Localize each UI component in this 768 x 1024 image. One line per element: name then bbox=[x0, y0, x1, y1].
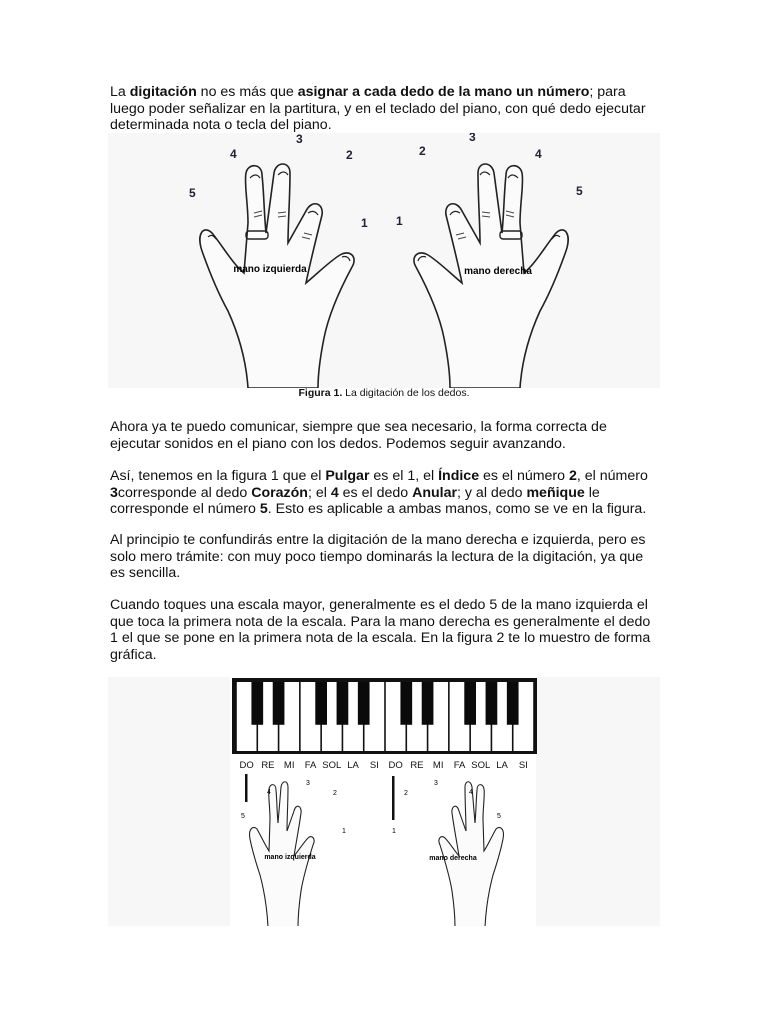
right-small-finger-4: 4 bbox=[469, 789, 473, 796]
black-key bbox=[422, 682, 434, 725]
note-label: DO bbox=[239, 760, 254, 771]
paragraph-digitacion bbox=[110, 84, 658, 134]
black-key bbox=[400, 682, 412, 725]
left-small-finger-1: 1 bbox=[342, 828, 346, 835]
figure-2-keyboard-image bbox=[108, 677, 660, 926]
paragraph-confusion bbox=[110, 532, 658, 582]
note-label: MI bbox=[283, 760, 295, 771]
left-hand-drawing bbox=[200, 164, 354, 388]
paragraph-comunicar bbox=[110, 419, 658, 452]
bold-run-17: 5 bbox=[259, 501, 268, 518]
figure-1-caption bbox=[108, 387, 660, 399]
note-label: SI bbox=[518, 760, 528, 771]
bold-run-9: Corazón bbox=[251, 484, 308, 501]
text-run-0: Así, tenemos en la figura 1 que el bbox=[110, 468, 326, 484]
figure-1-caption-label: Figura 1. bbox=[298, 387, 343, 399]
left-small-finger-3: 3 bbox=[306, 780, 310, 787]
text-run-0: La bbox=[110, 84, 130, 100]
text-run-10: ; el bbox=[307, 484, 331, 501]
right-small-finger-5: 5 bbox=[497, 813, 501, 820]
text-run-16: le corresponde el número bbox=[110, 484, 600, 518]
black-key bbox=[486, 682, 498, 725]
text-run-0: Cuando toques una escala mayor, generalmente es el dedo 5 de la mano izquierda el que toca la primera nota de la escala. Para la mano derecha es generalmente el dedo 1 el que se pone en la primera nota de la escala. En la figura 2 te lo muestro de forma gráfica. bbox=[110, 597, 651, 663]
text-run-6: , el número bbox=[576, 468, 648, 484]
right-finger-4: 4 bbox=[535, 147, 542, 161]
text-run-18: . Esto es aplicable a ambas manos, como se ve en la figura. bbox=[267, 501, 647, 518]
note-label: MI bbox=[432, 760, 444, 771]
right-finger-1: 1 bbox=[396, 214, 403, 228]
left-small-finger-5: 5 bbox=[241, 813, 245, 820]
black-key bbox=[315, 682, 327, 725]
right-small-finger-1: 1 bbox=[392, 828, 396, 835]
bold-run-15: meñique bbox=[526, 484, 585, 501]
note-label: LA bbox=[347, 760, 359, 771]
text-run-4: es el número bbox=[479, 468, 569, 484]
text-run-2: es el 1, el bbox=[369, 468, 439, 484]
text-run-0: Al principio te confundirás entre la digitación de la mano derecha e izquierda, pero es solo mero trámite: con muy poco tiempo dominarás la lectura de la digitación, ya que es sencilla. bbox=[110, 532, 646, 582]
right-start-marker bbox=[392, 776, 395, 820]
bold-run-5: 2 bbox=[569, 468, 577, 484]
black-key bbox=[273, 682, 285, 725]
figure-2 bbox=[108, 677, 660, 926]
note-label: DO bbox=[388, 760, 403, 771]
note-label: SOL bbox=[471, 760, 491, 771]
figure-1 bbox=[108, 133, 660, 388]
right-small-finger-2: 2 bbox=[404, 790, 408, 797]
note-label: SOL bbox=[322, 760, 342, 771]
text-run-8: corresponde al dedo bbox=[117, 484, 252, 501]
note-label: RE bbox=[261, 760, 275, 771]
left-small-finger-4: 4 bbox=[267, 789, 271, 796]
text-run-4: ; para luego poder señalizar en la partitura, y en el teclado del piano, con qué dedo ejecutar determinada nota o tecla del piano. bbox=[110, 84, 646, 134]
black-key bbox=[464, 682, 476, 725]
text-run-14: ; y al dedo bbox=[457, 484, 527, 501]
left-hand-small-label: mano izquierda bbox=[264, 854, 316, 861]
left-finger-3: 3 bbox=[296, 133, 303, 146]
left-finger-5: 5 bbox=[189, 186, 196, 200]
left-start-marker bbox=[245, 774, 248, 802]
black-key bbox=[337, 682, 349, 725]
text-run-0: Ahora ya te puedo comunicar, siempre que sea necesario, la forma correcta de ejecutar sonidos en el piano con los dedos. Podemos seguir avanzando. bbox=[110, 419, 607, 452]
text-run-12: es el dedo bbox=[338, 484, 413, 501]
figure-1-caption-text: La digitación de los dedos. bbox=[342, 387, 470, 399]
figure-1-hands-image bbox=[108, 133, 660, 388]
bold-run-3: asignar a cada dedo de la mano un número bbox=[297, 84, 590, 100]
bold-run-3: Índice bbox=[438, 468, 480, 484]
black-key bbox=[507, 682, 519, 725]
note-label: SI bbox=[369, 760, 379, 771]
right-finger-2: 2 bbox=[419, 144, 426, 158]
note-label: FA bbox=[453, 760, 466, 771]
text-run-2: no es más que bbox=[196, 84, 298, 100]
bold-run-13: Anular bbox=[412, 484, 458, 501]
note-label: FA bbox=[304, 760, 317, 771]
bold-run-11: 4 bbox=[330, 484, 339, 501]
right-finger-3: 3 bbox=[469, 133, 476, 144]
left-finger-4: 4 bbox=[230, 147, 237, 161]
left-hand-label: mano izquierda bbox=[233, 264, 307, 275]
right-finger-5: 5 bbox=[576, 184, 583, 198]
black-key bbox=[358, 682, 370, 725]
right-hand-small-label: mano derecha bbox=[429, 855, 477, 862]
black-key bbox=[251, 682, 263, 725]
paragraph-numeros-dedos bbox=[110, 468, 658, 518]
right-hand-label: mano derecha bbox=[464, 266, 532, 277]
left-finger-2: 2 bbox=[346, 148, 353, 162]
bold-run-1: digitación bbox=[129, 84, 197, 100]
bold-run-1: Pulgar bbox=[325, 468, 370, 484]
note-label: RE bbox=[410, 760, 424, 771]
note-label: LA bbox=[496, 760, 508, 771]
paragraph-escala-mayor bbox=[110, 597, 658, 663]
right-small-finger-3: 3 bbox=[434, 780, 438, 787]
left-finger-1: 1 bbox=[361, 216, 368, 230]
left-small-finger-2: 2 bbox=[333, 790, 337, 797]
bold-run-7: 3 bbox=[110, 484, 118, 501]
